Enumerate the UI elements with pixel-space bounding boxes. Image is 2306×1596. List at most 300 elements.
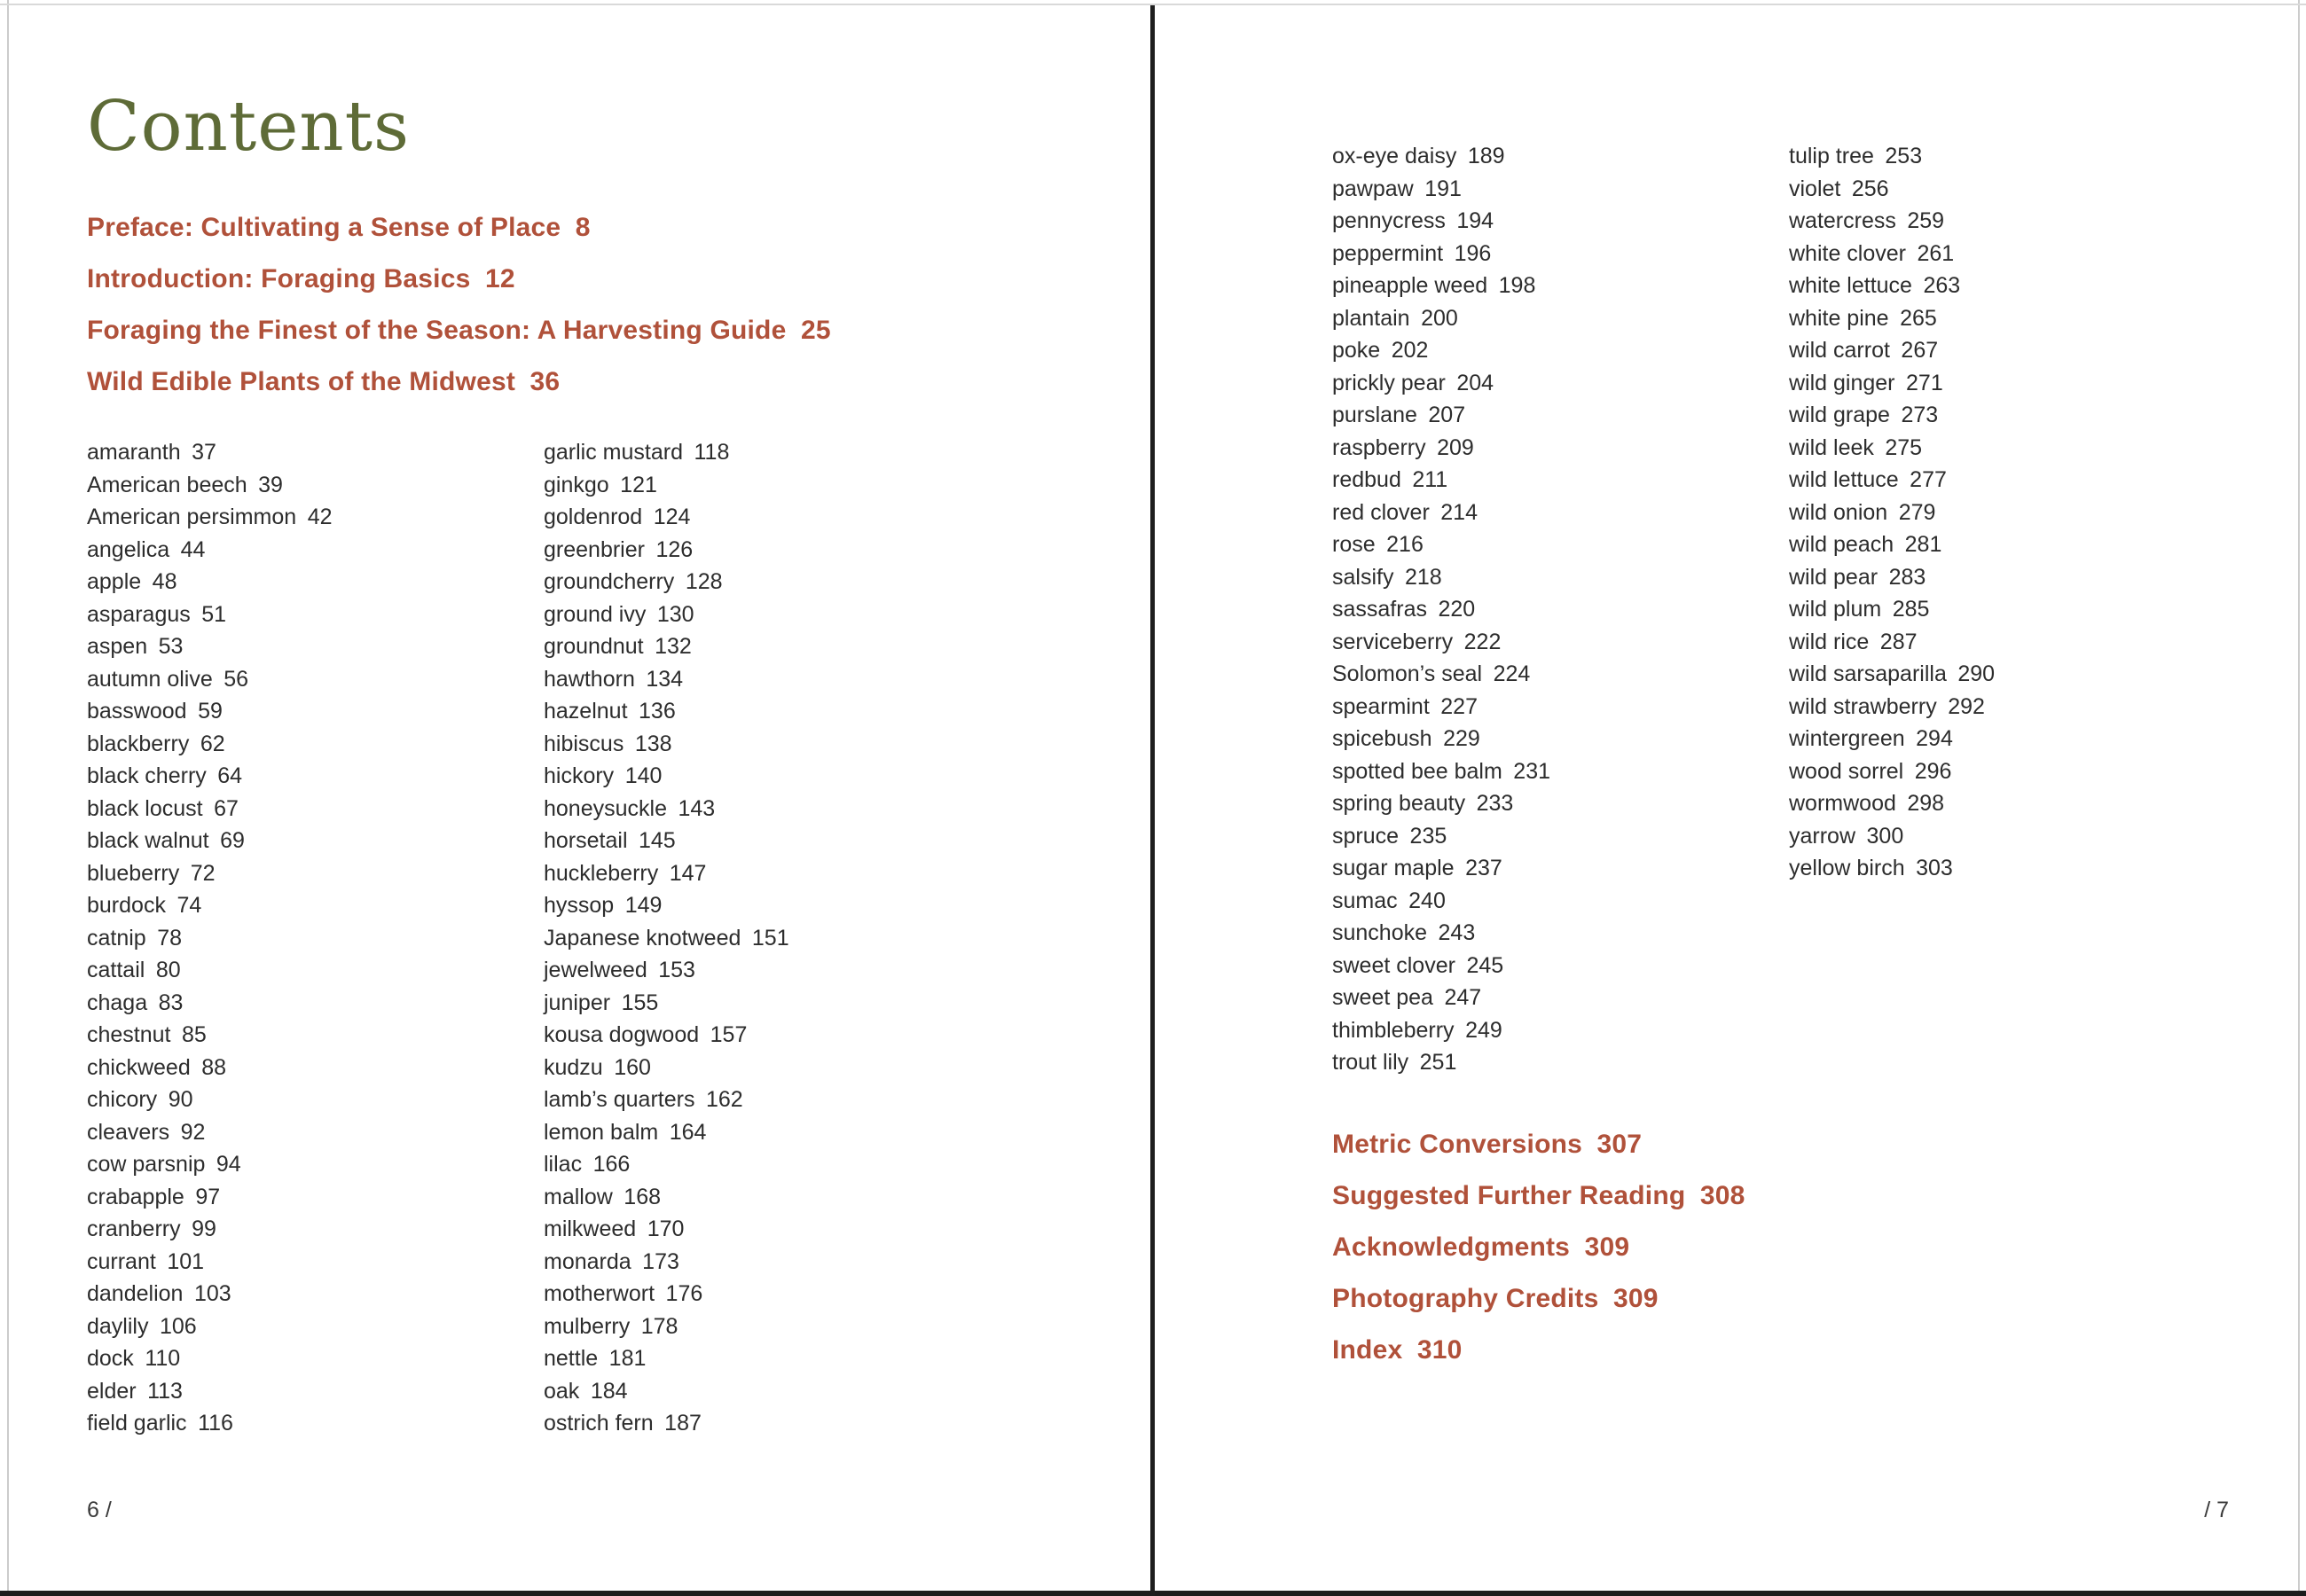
plant-page-number: 164 xyxy=(669,1119,707,1145)
plant-name: wormwood xyxy=(1789,791,1896,816)
plant-name: daylily xyxy=(87,1313,149,1339)
plant-name: spring beauty xyxy=(1332,791,1466,816)
plant-entry xyxy=(1789,820,1995,853)
plant-page-number: 300 xyxy=(1866,823,1904,849)
plant-page-number: 132 xyxy=(655,634,692,659)
plant-page-number: 229 xyxy=(1443,726,1480,751)
plant-name: basswood xyxy=(87,699,187,724)
plant-page-number: 271 xyxy=(1906,370,1943,395)
plant-page-number: 106 xyxy=(159,1313,197,1339)
plant-name: watercress xyxy=(1789,208,1896,233)
plant-entry xyxy=(87,598,333,631)
toc-section-page-number: 36 xyxy=(529,367,561,396)
plant-page-number: 145 xyxy=(639,828,676,853)
plant-name: wild carrot xyxy=(1789,338,1890,363)
toc-section-entry xyxy=(87,254,831,305)
back-matter-list xyxy=(1332,1119,1745,1376)
plant-entry xyxy=(544,1084,789,1116)
plant-entry xyxy=(544,1342,789,1375)
plant-name: sweet clover xyxy=(1332,952,1455,978)
toc-section-page-number: 8 xyxy=(575,213,591,242)
plant-entry xyxy=(1332,367,1550,400)
plant-name: ox-eye daisy xyxy=(1332,144,1457,168)
plant-entry xyxy=(87,987,333,1020)
plant-entry xyxy=(544,1148,789,1181)
plant-name: garlic mustard xyxy=(544,440,683,465)
plant-entry xyxy=(1332,950,1550,982)
plant-entry xyxy=(544,1246,789,1279)
plant-page-number: 110 xyxy=(145,1346,181,1371)
plant-name: spearmint xyxy=(1332,693,1430,719)
plant-name: trout lily xyxy=(1332,1050,1409,1075)
plant-entry xyxy=(1332,173,1550,206)
plant-name: hyssop xyxy=(544,893,615,918)
front-matter-list xyxy=(87,202,831,408)
plant-name: blackberry xyxy=(87,731,190,756)
plant-page-number: 259 xyxy=(1907,208,1945,233)
toc-section-entry xyxy=(87,356,831,408)
plant-name: sunchoke xyxy=(1332,920,1428,945)
plant-page-number: 94 xyxy=(216,1152,241,1177)
plant-name: huckleberry xyxy=(544,860,659,886)
plant-entry xyxy=(87,534,333,567)
plant-entry xyxy=(87,695,333,728)
plant-entry xyxy=(544,1052,789,1084)
plant-entry xyxy=(1789,561,1995,594)
plant-page-number: 78 xyxy=(157,925,183,951)
plant-page-number: 160 xyxy=(614,1054,651,1080)
toc-section-page-number: 12 xyxy=(484,264,515,293)
plant-page-number: 214 xyxy=(1440,499,1478,525)
plant-name: wild plum xyxy=(1789,597,1882,622)
toc-section-entry xyxy=(87,202,831,254)
plant-page-number: 261 xyxy=(1917,240,1955,266)
plant-name: dock xyxy=(87,1346,134,1371)
plant-name: thimbleberry xyxy=(1332,1017,1455,1043)
plant-entry xyxy=(1332,205,1550,238)
plant-name: blueberry xyxy=(87,860,180,886)
plant-entry xyxy=(87,469,333,502)
plant-page-number: 189 xyxy=(1467,144,1505,168)
toc-section-page-number: 308 xyxy=(1699,1181,1745,1210)
plant-page-number: 72 xyxy=(190,860,216,886)
plant-name: serviceberry xyxy=(1332,629,1454,654)
plant-name: monarda xyxy=(544,1248,631,1274)
plant-entry xyxy=(87,857,333,890)
plant-page-number: 237 xyxy=(1465,856,1502,880)
plant-name: wild strawberry xyxy=(1789,693,1937,719)
plant-entry xyxy=(544,793,789,825)
plant-page-number: 249 xyxy=(1465,1017,1502,1043)
plant-entry xyxy=(1332,561,1550,594)
plant-entry xyxy=(1332,399,1550,432)
plant-page-number: 198 xyxy=(1498,273,1536,298)
plant-name: chicory xyxy=(87,1087,158,1112)
plant-entry xyxy=(1332,432,1550,465)
plant-name: currant xyxy=(87,1248,156,1274)
toc-section-entry xyxy=(1332,1273,1745,1325)
plant-page-number: 92 xyxy=(180,1119,206,1145)
plant-page-number: 97 xyxy=(195,1184,221,1209)
plant-name: pineapple weed xyxy=(1332,273,1488,298)
plant-page-number: 277 xyxy=(1910,467,1947,492)
plant-page-number: 64 xyxy=(217,763,243,788)
plant-page-number: 303 xyxy=(1916,856,1953,880)
plant-name: angelica xyxy=(87,536,170,562)
plant-name: yarrow xyxy=(1789,823,1856,849)
plant-page-number: 209 xyxy=(1437,434,1474,460)
plant-page-number: 138 xyxy=(634,731,672,756)
plant-page-number: 136 xyxy=(639,699,676,724)
plant-page-number: 153 xyxy=(658,958,695,982)
plant-page-number: 245 xyxy=(1466,952,1504,978)
plant-name: elder xyxy=(87,1378,137,1404)
plant-name: amaranth xyxy=(87,440,181,465)
plant-name: motherwort xyxy=(544,1281,655,1306)
plant-entry xyxy=(1332,1046,1550,1079)
plant-name: wild leek xyxy=(1789,434,1874,460)
plant-name: sugar maple xyxy=(1332,856,1455,880)
plant-name: pawpaw xyxy=(1332,176,1414,201)
plant-name: sweet pea xyxy=(1332,985,1433,1010)
plant-entry xyxy=(87,793,333,825)
plant-name: black walnut xyxy=(87,828,209,853)
plant-entry xyxy=(544,695,789,728)
plant-name: prickly pear xyxy=(1332,370,1446,395)
plant-name: hickory xyxy=(544,763,615,788)
plant-page-number: 162 xyxy=(705,1087,743,1112)
plant-entry xyxy=(1789,205,1995,238)
right-page xyxy=(1155,0,2306,1596)
plant-entry xyxy=(1332,270,1550,302)
plant-page-number: 294 xyxy=(1916,726,1953,751)
plant-entry xyxy=(544,663,789,696)
plant-name: kudzu xyxy=(544,1054,603,1080)
plant-entry xyxy=(544,889,789,922)
toc-section-label: Acknowledgments xyxy=(1332,1232,1571,1262)
plant-page-number: 147 xyxy=(669,860,707,886)
plant-name: plantain xyxy=(1332,305,1410,331)
plant-entry xyxy=(544,1310,789,1343)
plant-page-number: 181 xyxy=(608,1346,647,1371)
plant-name: wild pear xyxy=(1789,564,1879,590)
plant-page-number: 74 xyxy=(176,893,202,918)
toc-section-page-number: 307 xyxy=(1596,1130,1643,1159)
plant-entry xyxy=(1332,658,1550,691)
plant-name: wild peach xyxy=(1789,532,1894,557)
toc-section-label: Metric Conversions xyxy=(1332,1130,1583,1159)
plant-entry xyxy=(1789,691,1995,724)
plant-page-number: 281 xyxy=(1904,532,1942,557)
plant-list-column-4 xyxy=(1789,140,1995,885)
plant-entry xyxy=(1789,140,1995,173)
plant-name: burdock xyxy=(87,893,166,918)
plant-entry xyxy=(544,987,789,1020)
plant-entry xyxy=(1789,270,1995,302)
toc-section-entry xyxy=(1332,1119,1745,1170)
plant-page-number: 126 xyxy=(655,536,694,562)
plant-page-number: 130 xyxy=(656,601,694,627)
plant-page-number: 69 xyxy=(220,828,245,853)
plant-name: wild rice xyxy=(1789,629,1870,654)
plant-entry xyxy=(1789,755,1995,788)
plant-page-number: 296 xyxy=(1914,758,1952,784)
plant-entry xyxy=(544,534,789,567)
plant-name: Japanese knotweed xyxy=(544,925,741,951)
plant-name: purslane xyxy=(1332,403,1417,427)
plant-entry xyxy=(544,598,789,631)
plant-name: salsify xyxy=(1332,564,1394,590)
plant-entry xyxy=(1332,238,1550,270)
plant-page-number: 101 xyxy=(167,1248,205,1274)
plant-entry xyxy=(1789,238,1995,270)
plant-entry xyxy=(544,566,789,598)
plant-page-number: 42 xyxy=(307,505,333,529)
plant-page-number: 113 xyxy=(147,1378,183,1404)
plant-name: kousa dogwood xyxy=(544,1022,700,1047)
plant-name: lilac xyxy=(544,1152,583,1177)
plant-page-number: 157 xyxy=(710,1022,748,1047)
toc-section-page-number: 25 xyxy=(800,316,831,345)
right-folio: / 7 xyxy=(2204,1498,2229,1522)
plant-name: chickweed xyxy=(87,1054,191,1080)
plant-entry xyxy=(544,728,789,761)
plant-entry xyxy=(544,954,789,987)
plant-name: wild lettuce xyxy=(1789,467,1899,492)
plant-name: redbud xyxy=(1332,467,1401,492)
plant-name: horsetail xyxy=(544,828,628,853)
plant-page-number: 116 xyxy=(198,1411,233,1436)
plant-name: oak xyxy=(544,1378,580,1404)
plant-name: tulip tree xyxy=(1789,144,1874,168)
plant-name: hibiscus xyxy=(544,731,624,756)
plant-name: field garlic xyxy=(87,1411,187,1436)
plant-name: black cherry xyxy=(87,763,207,788)
plant-entry xyxy=(544,760,789,793)
plant-entry xyxy=(544,436,789,469)
plant-name: lemon balm xyxy=(544,1119,659,1145)
plant-page-number: 211 xyxy=(1412,467,1448,492)
plant-name: wood sorrel xyxy=(1789,758,1904,784)
plant-name: mulberry xyxy=(544,1313,631,1339)
plant-entry xyxy=(1789,852,1995,885)
plant-page-number: 283 xyxy=(1888,564,1926,590)
plant-name: wild sarsaparilla xyxy=(1789,661,1947,686)
plant-page-number: 128 xyxy=(685,569,723,594)
plant-page-number: 224 xyxy=(1493,661,1531,686)
plant-name: milkweed xyxy=(544,1217,637,1241)
plant-page-number: 155 xyxy=(621,990,659,1015)
plant-entry xyxy=(544,857,789,890)
toc-section-entry xyxy=(1332,1325,1745,1376)
plant-entry xyxy=(87,1148,333,1181)
plant-name: Solomon’s seal xyxy=(1332,661,1483,686)
toc-section-label: Wild Edible Plants of the Midwest xyxy=(87,367,516,396)
plant-page-number: 170 xyxy=(647,1217,685,1241)
plant-page-number: 103 xyxy=(193,1281,231,1306)
plant-page-number: 273 xyxy=(1901,403,1939,427)
plant-entry xyxy=(87,1116,333,1149)
plant-entry xyxy=(87,501,333,534)
page-title: Contents xyxy=(87,87,410,167)
plant-page-number: 53 xyxy=(158,634,184,659)
plant-page-number: 220 xyxy=(1438,597,1476,622)
plant-page-number: 140 xyxy=(624,763,663,788)
plant-page-number: 88 xyxy=(201,1054,227,1080)
plant-name: rose xyxy=(1332,532,1376,557)
plant-name: poke xyxy=(1332,338,1381,363)
plant-page-number: 67 xyxy=(214,795,239,821)
plant-entry xyxy=(1789,626,1995,659)
plant-entry xyxy=(1332,140,1550,173)
plant-page-number: 285 xyxy=(1892,597,1930,622)
plant-entry xyxy=(1332,885,1550,918)
plant-entry xyxy=(87,1407,333,1440)
plant-entry xyxy=(87,1213,333,1246)
plant-name: cattail xyxy=(87,958,145,982)
plant-entry xyxy=(87,825,333,857)
plant-page-number: 118 xyxy=(694,440,730,465)
plant-entry xyxy=(87,1375,333,1408)
plant-page-number: 51 xyxy=(201,601,227,627)
plant-entry xyxy=(544,825,789,857)
plant-name: raspberry xyxy=(1332,434,1426,460)
plant-entry xyxy=(1332,852,1550,885)
left-folio: 6 / xyxy=(87,1498,112,1522)
toc-section-page-number: 309 xyxy=(1584,1232,1630,1262)
plant-page-number: 202 xyxy=(1391,338,1429,363)
plant-entry xyxy=(87,566,333,598)
toc-section-label: Foraging the Finest of the Season: A Harvesting Guide xyxy=(87,316,787,345)
plant-page-number: 151 xyxy=(751,925,789,951)
plant-entry xyxy=(87,889,333,922)
plant-entry xyxy=(1789,173,1995,206)
plant-entry xyxy=(1789,302,1995,335)
plant-entry xyxy=(1789,432,1995,465)
plant-name: violet xyxy=(1789,176,1841,201)
plant-name: American beech xyxy=(87,472,247,497)
plant-page-number: 279 xyxy=(1898,499,1936,525)
plant-page-number: 290 xyxy=(1957,661,1996,686)
plant-entry xyxy=(1332,787,1550,820)
plant-name: aspen xyxy=(87,634,148,659)
toc-section-label: Suggested Further Reading xyxy=(1332,1181,1686,1210)
plant-page-number: 37 xyxy=(192,440,216,465)
plant-page-number: 166 xyxy=(592,1152,631,1177)
plant-page-number: 196 xyxy=(1454,240,1492,266)
plant-page-number: 235 xyxy=(1409,823,1447,849)
plant-entry xyxy=(87,760,333,793)
plant-name: autumn olive xyxy=(87,666,213,692)
plant-entry xyxy=(1332,497,1550,529)
plant-entry xyxy=(87,1019,333,1052)
plant-entry xyxy=(87,1310,333,1343)
plant-entry xyxy=(544,1278,789,1310)
plant-page-number: 253 xyxy=(1885,144,1923,168)
plant-entry xyxy=(87,1246,333,1279)
plant-entry xyxy=(1332,723,1550,755)
plant-name: spruce xyxy=(1332,823,1400,849)
plant-page-number: 222 xyxy=(1463,629,1502,654)
plant-entry xyxy=(1789,658,1995,691)
plant-name: peppermint xyxy=(1332,240,1444,266)
plant-name: wintergreen xyxy=(1789,726,1905,751)
plant-name: groundcherry xyxy=(544,569,675,594)
plant-name: white lettuce xyxy=(1789,273,1912,298)
plant-name: wild grape xyxy=(1789,403,1890,427)
toc-section-label: Photography Credits xyxy=(1332,1284,1599,1313)
plant-entry xyxy=(87,922,333,955)
plant-entry xyxy=(87,1342,333,1375)
plant-name: catnip xyxy=(87,925,146,951)
plant-entry xyxy=(1332,820,1550,853)
plant-name: sumac xyxy=(1332,888,1398,913)
plant-page-number: 59 xyxy=(198,699,223,724)
toc-section-entry xyxy=(1332,1170,1745,1222)
plant-page-number: 191 xyxy=(1424,176,1462,201)
plant-list-column-2 xyxy=(544,436,789,1440)
toc-section-label: Preface: Cultivating a Sense of Place xyxy=(87,213,561,242)
plant-page-number: 227 xyxy=(1440,693,1478,719)
plant-page-number: 176 xyxy=(665,1281,703,1306)
plant-page-number: 149 xyxy=(624,893,663,918)
plant-entry xyxy=(1789,497,1995,529)
plant-name: honeysuckle xyxy=(544,795,667,821)
toc-section-label: Index xyxy=(1332,1335,1403,1365)
plant-name: yellow birch xyxy=(1789,856,1905,880)
plant-entry xyxy=(544,501,789,534)
plant-page-number: 275 xyxy=(1885,434,1923,460)
plant-entry xyxy=(544,630,789,663)
plant-name: hazelnut xyxy=(544,699,628,724)
plant-page-number: 83 xyxy=(158,990,184,1015)
plant-name: mallow xyxy=(544,1184,613,1209)
plant-page-number: 187 xyxy=(664,1411,702,1436)
plant-entry xyxy=(544,1181,789,1214)
plant-name: white clover xyxy=(1789,240,1906,266)
toc-section-label: Introduction: Foraging Basics xyxy=(87,264,471,293)
plant-entry xyxy=(544,469,789,502)
plant-name: greenbrier xyxy=(544,536,645,562)
plant-page-number: 44 xyxy=(180,536,206,562)
plant-name: wild onion xyxy=(1789,499,1888,525)
plant-name: apple xyxy=(87,569,142,594)
plant-entry xyxy=(87,630,333,663)
plant-page-number: 204 xyxy=(1456,370,1494,395)
plant-entry xyxy=(87,1181,333,1214)
plant-name: crabapple xyxy=(87,1184,184,1209)
plant-list-column-3 xyxy=(1332,140,1550,1079)
plant-page-number: 85 xyxy=(182,1022,207,1047)
plant-page-number: 184 xyxy=(590,1378,628,1404)
plant-page-number: 207 xyxy=(1428,403,1466,427)
plant-page-number: 39 xyxy=(258,472,283,497)
plant-name: ground ivy xyxy=(544,601,647,627)
plant-page-number: 298 xyxy=(1907,791,1945,816)
plant-page-number: 121 xyxy=(620,472,657,497)
plant-entry xyxy=(87,1278,333,1310)
plant-entry xyxy=(544,922,789,955)
plant-name: red clover xyxy=(1332,499,1430,525)
plant-entry xyxy=(1332,626,1550,659)
plant-page-number: 48 xyxy=(152,569,177,594)
plant-page-number: 90 xyxy=(168,1087,193,1112)
plant-page-number: 247 xyxy=(1444,985,1482,1010)
plant-page-number: 80 xyxy=(155,958,181,982)
plant-entry xyxy=(87,436,333,469)
plant-entry xyxy=(87,663,333,696)
plant-entry xyxy=(544,1019,789,1052)
